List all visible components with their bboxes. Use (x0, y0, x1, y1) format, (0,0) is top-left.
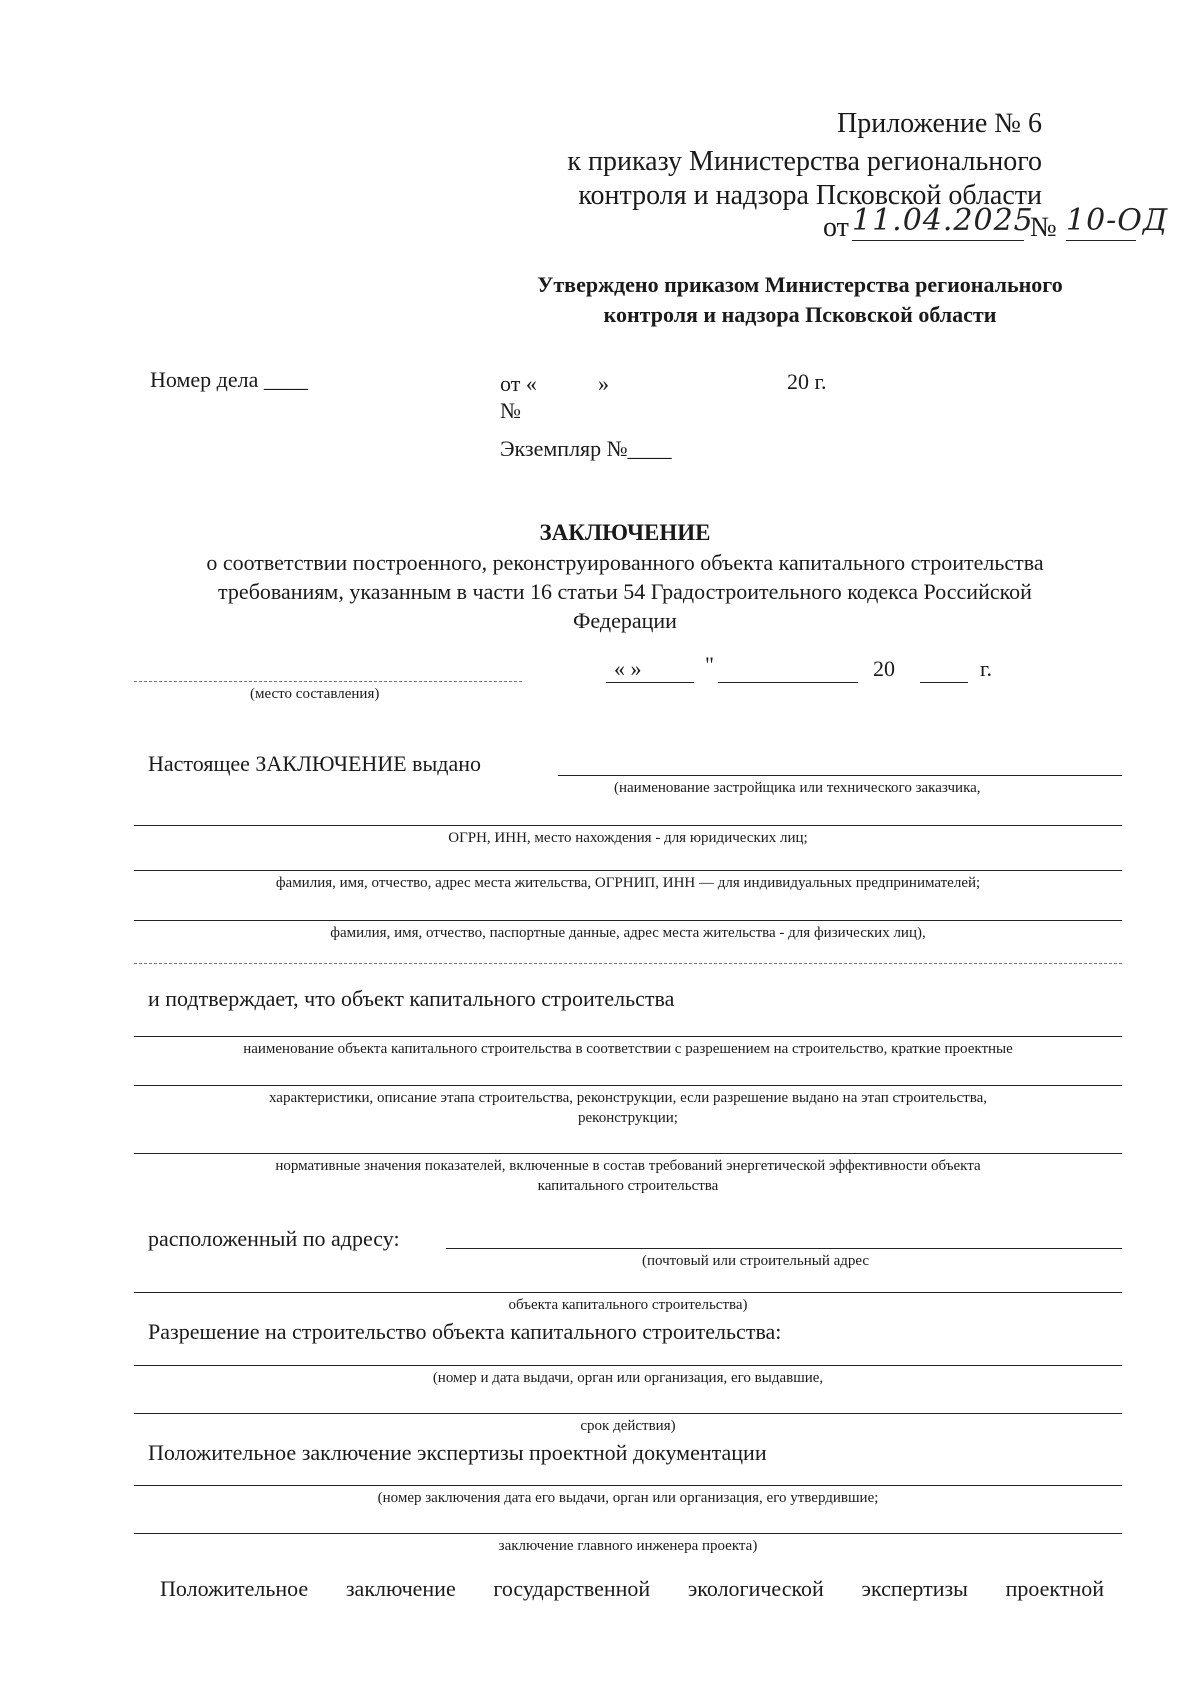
caption-characteristics-1: характеристики, описание этапа строительства, реконструкции, если разрешение выдано на этап строительства, (269, 1090, 987, 1106)
title-subline-2: требованиям, указанным в части 16 статьи 54 Градостроительного кодекса Российской (218, 579, 1032, 604)
date-year-suffix: г. (980, 656, 993, 681)
date-day-quotes: « » (614, 656, 642, 681)
permit-label: Разрешение на строительство объекта капитального строительства: (148, 1319, 782, 1344)
order-number-handwritten: 10-ОД (1066, 203, 1169, 238)
issued-to-label: Настоящее ЗАКЛЮЧЕНИЕ выдано (148, 751, 482, 776)
appendix-title: Приложение № 6 (837, 108, 1042, 139)
date-year-prefix: 20 (873, 656, 895, 681)
caption-address: (почтовый или строительный адрес (642, 1253, 870, 1269)
expertise-label: Положительное заключение экспертизы проектной документации (148, 1440, 767, 1465)
copy-number-label: Экземпляр №____ (500, 436, 672, 461)
order-number-prefix: № (1030, 212, 1057, 243)
order-date-handwritten: 11.04.2025 (852, 203, 1034, 238)
approved-line-1: Утверждено приказом Министерства регионального (537, 272, 1063, 297)
case-date-close: » (598, 371, 609, 396)
place-caption: (место составления) (250, 686, 380, 702)
caption-validity: срок действия) (580, 1418, 676, 1434)
case-date-open: от « (500, 371, 537, 396)
caption-expertise: (номер заключения дата его выдачи, орган или организация, его утвердившие; (377, 1490, 879, 1506)
eco-expertise-label: Положительное заключение государственной экологической экспертизы проектной (160, 1576, 1104, 1601)
title-subline-1: о соответствии построенного, реконструированного объекта капитального строительства (206, 550, 1044, 575)
caption-characteristics-2: реконструкции; (578, 1110, 678, 1126)
caption-permit: (номер и дата выдачи, орган или организация, его выдавшие, (432, 1370, 824, 1386)
date-quote-mark: " (705, 652, 714, 677)
caption-normative-2: капитального строительства (537, 1178, 719, 1194)
case-number-sign: № (500, 398, 521, 423)
approved-line-2: контроля и надзора Псковской области (603, 302, 997, 327)
ministry-name: контроля и надзора Псковской области (578, 180, 1042, 211)
caption-legal-entity: ОГРН, ИНН, место нахождения - для юридических лиц; (448, 830, 808, 846)
caption-address-2: объекта капитального строительства) (508, 1297, 748, 1313)
case-year: 20 г. (787, 369, 827, 394)
order-date-prefix: от (823, 212, 849, 243)
caption-developer: (наименование застройщика или технического заказчика, (614, 780, 981, 796)
document-title: ЗАКЛЮЧЕНИЕ (539, 520, 711, 545)
caption-individual: фамилия, имя, отчество, паспортные данные, адрес места жительства - для физических лиц), (330, 925, 926, 941)
confirms-label: и подтверждает, что объект капитального строительства (148, 986, 675, 1011)
located-label: расположенный по адресу: (148, 1226, 400, 1251)
caption-entrepreneur: фамилия, имя, отчество, адрес места жительства, ОГРНИП, ИНН — для индивидуальных предпринимателей; (275, 875, 981, 891)
caption-normative-1: нормативные значения показателей, включенные в состав требований энергетической эффективности объекта (275, 1158, 981, 1174)
caption-engineer: заключение главного инженера проекта) (498, 1538, 758, 1554)
order-reference: к приказу Министерства регионального (567, 146, 1042, 177)
caption-object-name: наименование объекта капитального строительства в соответствии с разрешением на строительство, краткие проектные (243, 1041, 1013, 1057)
case-number-label: Номер дела ____ (150, 367, 308, 392)
title-subline-3: Федерации (573, 608, 677, 633)
